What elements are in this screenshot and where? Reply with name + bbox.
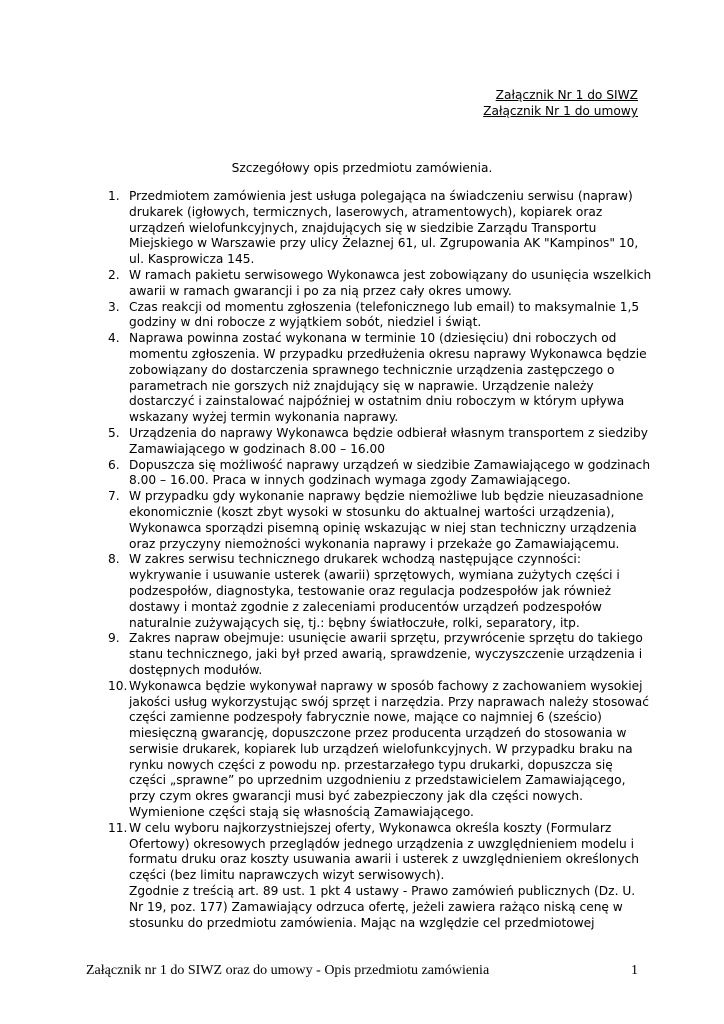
list-item-number: 5.	[108, 425, 120, 440]
list-item-number: 11.	[108, 820, 128, 835]
numbered-list	[108, 189, 653, 931]
list-item-text: Zgodnie z treścią art. 89 ust. 1 pkt 4 ustawy - Prawo zamówień publicznych (Dz. U. Nr 19, poz. 177) Zamawiający odrzuca ofertę, jeżeli zawiera rażąco niską cenę w stosunku do przedmiotu zamówienia. Mając na względzie cel przedmiotowej	[129, 884, 636, 930]
list-item-number: 4.	[108, 331, 120, 346]
list-item-text: Naprawa powinna zostać wykonana w terminie 10 (dziesięciu) dni roboczych od momentu zgłoszenia. W przypadku przedłużenia okresu naprawy Wykonawca będzie zobowiązany do dostarczenia sprawnego technicznie urządzenia zastępczego o parametrach nie gorszych niż znajdujący się w naprawie. Urządzenie należy dostarczyć i zainstalować najpóźniej w ostatnim dniu roboczym w którym upływa wskazany wyżej termin wykonania naprawy.	[129, 331, 647, 425]
list-item-number: 9.	[108, 631, 120, 646]
annex-siwz-label: Załącznik Nr 1 do SIWZ	[495, 88, 638, 102]
list-item-text: Czas reakcji od momentu zgłoszenia (telefonicznego lub email) to maksymalnie 1,5 godziny w dni robocze z wyjątkiem sobót, niedziel i świąt.	[129, 299, 640, 330]
list-item-text: Przedmiotem zamówienia jest usługa polegająca na świadczeniu serwisu (napraw) drukarek (igłowych, termicznych, laserowych, atramentowych), kopiarek oraz urządzeń wielofunkcyjnych, znajdujących się w siedzibie Zarządu Transportu Miejskiego w Warszawie przy ulicy Żelaznej 61, ul. Zgrupowania AK "Kampinos" 10, ul. Kasprowicza 145.	[129, 189, 639, 267]
list-item-text: W zakres serwisu technicznego drukarek wchodzą następujące czynności: wykrywanie i usuwanie usterek (awarii) sprzętowych, wymiana zużytych części i podzespołów, diagnostyka, testowanie oraz regulacja podzespołów jak również dostawy i montaż zgodnie z zaleceniami producentów urządzeń podzespołów naturalnie zużywających się, tj.: bębny światłoczułe, rolki, separatory, itp.	[129, 552, 620, 630]
list-item-number: 2.	[108, 267, 120, 282]
list-item	[108, 821, 653, 932]
list-item-text: W przypadku gdy wykonanie naprawy będzie niemożliwe lub będzie nieuzasadnione ekonomicznie (koszt zbyt wysoki w stosunku do aktualnej wartości urządzenia), Wykonawca sporządzi pisemną opinię wskazując w niej stan techniczny urządzenia oraz przyczyny niemożności wykonania naprawy i przekaże go Zamawiającemu.	[129, 489, 644, 551]
list-item	[108, 631, 653, 678]
list-item	[108, 458, 653, 490]
list-item	[108, 300, 653, 332]
list-item-number: 1.	[108, 189, 120, 203]
page-footer	[86, 962, 638, 980]
list-item-number: 6.	[108, 457, 120, 472]
annex-header	[483, 87, 638, 119]
list-item-text: Zakres napraw obejmuje: usunięcie awarii sprzętu, przywrócenie sprzętu do takiego stanu technicznego, jaki był przed awarią, sprawdzenie, wyczyszczenie urządzenia i dostępnych modułów.	[129, 631, 643, 677]
list-item	[108, 552, 653, 631]
annex-umowy-label: Załącznik Nr 1 do umowy	[483, 104, 638, 118]
page-title: Szczegółowy opis przedmiotu zamówienia.	[231, 161, 493, 175]
list-item-number: 8.	[108, 552, 120, 567]
list-item-text: W ramach pakietu serwisowego Wykonawca jest zobowiązany do usunięcia wszelkich awarii w ramach gwarancji i po za nią przez cały okres umowy.	[129, 267, 652, 298]
list-item	[108, 489, 653, 552]
list-item-text: W celu wyboru najkorzystniejszej oferty, Wykonawca określa koszty (Formularz Ofertowy) okresowych przeglądów jednego urządzenia z uwzględnieniem modelu i formatu druku oraz koszty usuwania awarii i usterek z uwzględnieniem określonych części (bez limitu naprawczych wizyt serwisowych).	[129, 820, 639, 883]
list-item	[108, 331, 653, 426]
list-item-number: 3.	[108, 299, 120, 314]
list-item-number: 7.	[108, 489, 120, 504]
footer-text: Załącznik nr 1 do SIWZ oraz do umowy - Opis przedmiotu zamówienia	[86, 963, 490, 978]
list-item-number: 10.	[108, 678, 128, 693]
list-item-text: Urządzenia do naprawy Wykonawca będzie odbierał własnym transportem z siedziby Zamawiającego w godzinach 8.00 – 16.00	[129, 425, 648, 456]
page-number: 1	[631, 963, 638, 978]
list-item-text: Wykonawca będzie wykonywał naprawy w sposób fachowy z zachowaniem wysokiej jakości usług wykorzystując swój sprzęt i narzędzia. Przy naprawach należy stosować części zamienne podzespoły fabrycznie nowe, mające co najmniej 6 (sześcio) miesięczną gwarancję, dopuszczone przez producenta urządzeń do stosowania w serwisie drukarek, kopiarek lub urządzeń wielofunkcyjnych. W przypadku braku na rynku nowych części z powodu np. przestarzałego typu drukarki, dopuszcza się części „sprawne” po uprzednim uzgodnieniu z przedstawicielem Zamawiającego, przy czym okres gwarancji musi być zabezpieczony jak dla części nowych.	[129, 678, 649, 804]
list-item	[108, 679, 653, 821]
list-item	[108, 268, 653, 300]
list-item-text: Dopuszcza się możliwość naprawy urządzeń w siedzibie Zamawiającego w godzinach 8.00 – 16.00. Praca w innych godzinach wymaga zgody Zamawiającego.	[129, 457, 651, 488]
list-item-text: Wymienione części stają się własnością Zamawiającego.	[129, 805, 474, 820]
list-item	[108, 189, 653, 268]
list-item	[108, 426, 653, 458]
